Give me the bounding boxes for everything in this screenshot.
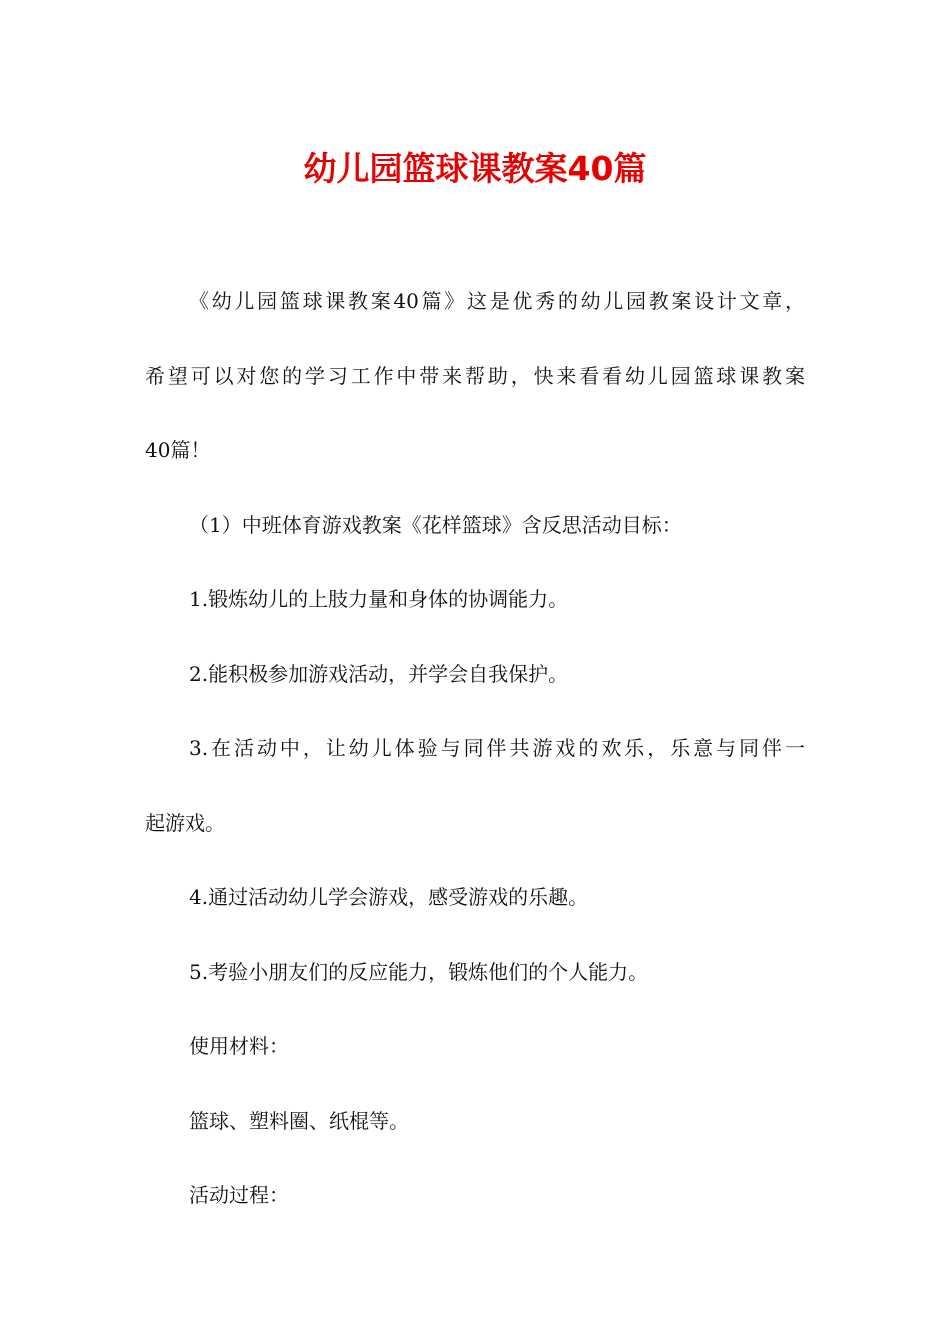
section-heading: （1）中班体育游戏教案《花样篮球》含反思活动目标：	[189, 512, 682, 537]
list-item-continuation: 起游戏。	[145, 810, 225, 835]
document-body	[145, 277, 805, 1246]
paragraph-line: 40篇！	[145, 438, 211, 462]
paragraph-line: 希望可以对您的学习工作中带来帮助，快来看看幼儿园篮球课教案	[145, 363, 805, 388]
paragraph-line: 《幼儿园篮球课教案40篇》这是优秀的幼儿园教案设计文章，	[189, 289, 805, 313]
list-item: 1.锻炼幼儿的上肢力量和身体的协调能力。	[189, 587, 569, 611]
list-item: 5.考验小朋友们的反应能力，锻炼他们的个人能力。	[189, 959, 649, 984]
process-heading: 活动过程：	[189, 1183, 289, 1207]
list-item: 3.在活动中，让幼儿体验与同伴共游戏的欢乐，乐意与同伴一	[189, 736, 805, 760]
materials-text: 篮球、塑料圈、纸棍等。	[189, 1108, 409, 1133]
materials-heading: 使用材料：	[189, 1034, 289, 1058]
list-item: 2.能积极参加游戏活动，并学会自我保护。	[189, 661, 569, 686]
list-item: 4.通过活动幼儿学会游戏，感受游戏的乐趣。	[189, 885, 589, 909]
document-title: 幼儿园篮球课教案40篇	[303, 149, 647, 188]
